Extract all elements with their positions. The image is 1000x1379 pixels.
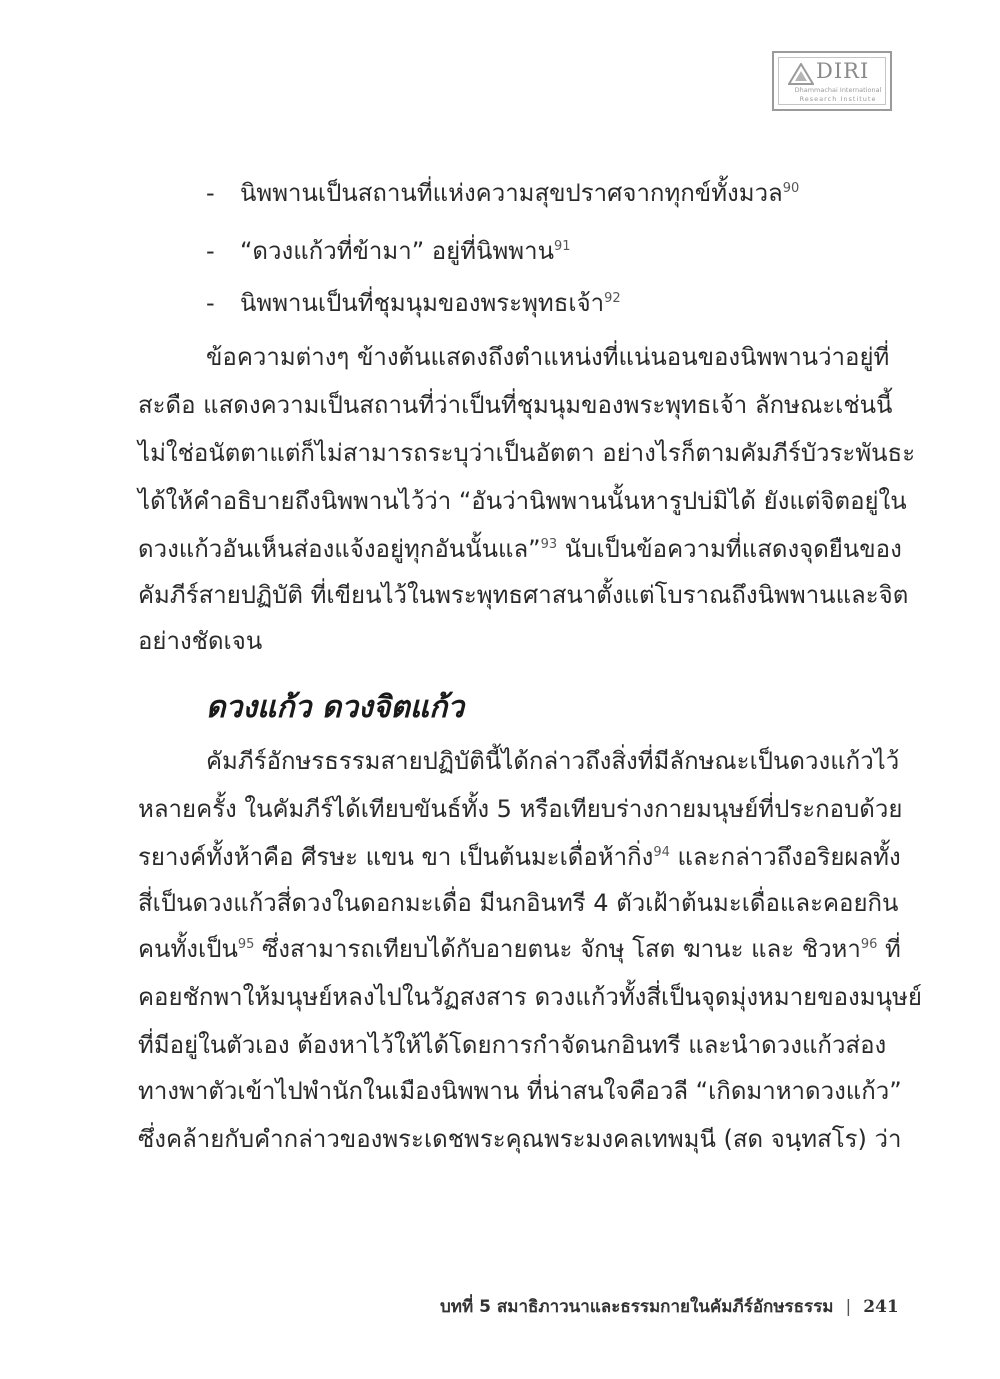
paragraph-line: [138, 934, 901, 964]
footnote-ref: 92: [604, 291, 621, 306]
paragraph-line: ได้ให้คำอธิบายถึงนิพพานไว้ว่า “อันว่านิพพานนั้นหารูปบ่มิได้ ยังแต่จิตอยู่ใน: [138, 487, 907, 515]
footnote-ref: 94: [653, 845, 670, 860]
bullet-text: “ดวงแก้วที่ข้ามา” อยู่ที่นิพพาน: [240, 237, 554, 265]
text-segment: ที่: [877, 935, 901, 963]
section-heading: ดวงแก้ว ดวงจิตแก้ว: [206, 690, 465, 725]
paragraph-line: คัมภีร์อักษรธรรมสายปฏิบัตินี้ได้กล่าวถึงสิ่งที่มีลักษณะเป็นดวงแก้วไว้: [206, 747, 900, 775]
paragraph-line: อย่างชัดเจน: [138, 627, 263, 655]
chapter-title: บทที่ 5 สมาธิภาวนาและธรรมกายในคัมภีร์อักษรธรรม: [440, 1297, 834, 1317]
diri-logo: [772, 51, 892, 111]
paragraph-line: [138, 842, 901, 872]
paragraph-line: ข้อความต่างๆ ข้างต้นแสดงถึงตำแหน่งที่แน่นอนของนิพพานว่าอยู่ที่: [206, 343, 890, 371]
paragraph-line: ไม่ใช่อนัตตาแต่ก็ไม่สามารถระบุว่าเป็นอัตตา อย่างไรก็ตามคัมภีร์บัวระพันธะ: [138, 439, 916, 467]
footnote-ref: 95: [237, 937, 255, 952]
paragraph-line: ที่มีอยู่ในตัวเอง ต้องหาไว้ให้ได้โดยการกำจัดนกอินทรี และนำดวงแก้วส่อง: [138, 1031, 887, 1059]
logo-subtitle-2: Research Institute: [799, 95, 877, 103]
footnote-ref: 91: [553, 239, 571, 254]
page-number: 241: [863, 1297, 899, 1317]
text-segment: คนทั้งเป็น: [138, 935, 238, 963]
bullet-dash: -: [206, 237, 215, 265]
bullet-text: นิพพานเป็นที่ชุมนุมของพระพุทธเจ้า: [240, 289, 605, 317]
text-segment: รยางค์ทั้งห้าคือ ศีรษะ แขน ขา เป็นต้นมะเดื่อห้ากิ่ง: [138, 843, 654, 871]
bullet-item-2: [206, 236, 571, 266]
footer-separator: |: [845, 1297, 852, 1317]
bullet-item-3: [206, 288, 621, 318]
paragraph-line: [138, 534, 902, 564]
triangle-logo-icon: [788, 63, 814, 85]
paragraph-line: ซึ่งคล้ายกับคำกล่าวของพระเดชพระคุณพระมงคลเทพมุนี (สด จนฺทสโร) ว่า: [138, 1125, 902, 1153]
footnote-ref: 96: [860, 937, 878, 952]
text-segment: ดวงแก้วอันเห็นส่องแจ้งอยู่ทุกอันนั้นแล”: [138, 535, 541, 563]
text-segment: และกล่าวถึงอริยผลทั้ง: [669, 843, 901, 871]
footnote-ref: 93: [540, 537, 558, 552]
footnote-ref: 90: [782, 181, 800, 196]
bullet-text: นิพพานเป็นสถานที่แห่งความสุขปราศจากทุกข์ทั้งมวล: [240, 179, 783, 207]
bullet-dash: -: [206, 179, 215, 207]
paragraph-line: สะดือ แสดงความเป็นสถานที่ว่าเป็นที่ชุมนุมของพระพุทธเจ้า ลักษณะเช่นนี้: [138, 391, 893, 419]
bullet-dash: -: [206, 289, 215, 317]
paragraph-line: ทางพาตัวเข้าไปพำนักในเมืองนิพพาน ที่น่าสนใจคือวลี “เกิดมาหาดวงแก้ว”: [138, 1077, 902, 1105]
page-footer: [440, 1293, 899, 1320]
text-segment: ซึ่งสามารถเทียบได้กับอายตนะ จักษุ โสต ฆานะ และ ชิวหา: [254, 935, 861, 963]
paragraph-line: สี่เป็นดวงแก้วสี่ดวงในดอกมะเดื่อ มีนกอินทรี 4 ตัวเฝ้าต้นมะเดื่อและคอยกิน: [138, 889, 899, 917]
paragraph-line: คัมภีร์สายปฏิบัติ ที่เขียนไว้ในพระพุทธศาสนาตั้งแต่โบราณถึงนิพพานและจิต: [138, 581, 909, 609]
logo-brand: DIRI: [816, 59, 870, 83]
paragraph-line: หลายครั้ง ในคัมภีร์ได้เทียบขันธ์ทั้ง 5 หรือเทียบร่างกายมนุษย์ที่ประกอบด้วย: [138, 795, 903, 823]
logo-subtitle-1: Dhammachai International: [794, 86, 882, 94]
text-segment: นับเป็นข้อความที่แสดงจุดยืนของ: [557, 535, 902, 563]
bullet-item-1: [206, 178, 799, 208]
paragraph-line: คอยชักพาให้มนุษย์หลงไปในวัฏสงสาร ดวงแก้วทั้งสี่เป็นจุดมุ่งหมายของมนุษย์: [138, 983, 922, 1011]
